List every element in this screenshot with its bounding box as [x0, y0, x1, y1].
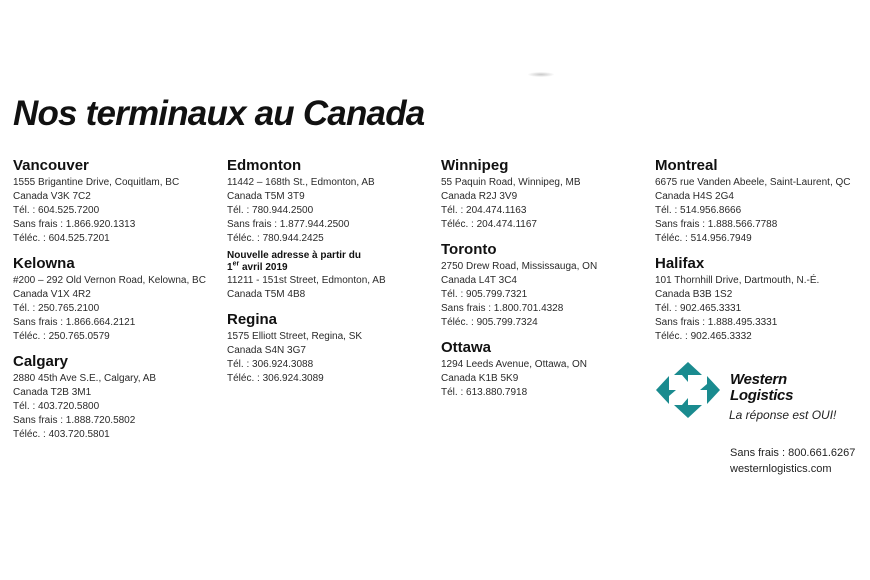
office-address: 1555 Brigantine Drive, Coquitlam, BC [13, 177, 180, 188]
office-postal: Canada T5M 3T9 [227, 191, 305, 202]
office-postal: Canada V1X 4R2 [13, 289, 91, 300]
brand-name [730, 372, 793, 404]
office-phone: Tél. : 250.765.2100 [13, 303, 100, 314]
brand-name-line1: Western [730, 371, 787, 388]
office-postal: Canada S4N 3G7 [227, 345, 306, 356]
office-city-name: Ottawa [441, 339, 492, 356]
office-city-name: Halifax [655, 255, 705, 272]
column-prairies [227, 156, 437, 394]
office-fax: Téléc. : 780.944.2425 [227, 233, 324, 244]
office-postal: Canada V3K 7C2 [13, 191, 91, 202]
office-winnipeg [441, 156, 651, 232]
office-vancouver [13, 156, 223, 246]
office-address: 1575 Elliott Street, Regina, SK [227, 331, 363, 342]
office-kelowna [13, 254, 223, 344]
office-postal: Canada R2J 3V9 [441, 191, 518, 202]
office-fax: Téléc. : 514.956.7949 [655, 233, 752, 244]
office-city-name: Montreal [655, 157, 718, 174]
office-ottawa [441, 338, 651, 400]
office-address: 6675 rue Vanden Abeele, Saint-Laurent, QC [655, 177, 851, 188]
office-fax: Téléc. : 306.924.3089 [227, 373, 324, 384]
office-calgary [13, 352, 223, 442]
office-postal: Canada B3B 1S2 [655, 289, 733, 300]
column-west [13, 156, 223, 450]
head-office-contact [730, 445, 855, 477]
office-edmonton [227, 156, 437, 302]
office-address: 2750 Drew Road, Mississauga, ON [441, 261, 598, 272]
tollfree-number: Sans frais : 800.661.6267 [730, 447, 856, 459]
office-city-name: Kelowna [13, 255, 75, 272]
office-halifax [655, 254, 865, 344]
office-montreal [655, 156, 865, 246]
office-tollfree: Sans frais : 1.866.664.2121 [13, 317, 136, 328]
office-city-name: Calgary [13, 353, 69, 370]
brand-tagline: La réponse est OUI! [729, 408, 837, 422]
office-regina [227, 310, 437, 386]
new-address-notice [227, 250, 437, 274]
new-address-notice-text: Nouvelle adresse à partir du [227, 250, 361, 261]
office-postal: Canada H4S 2G4 [655, 191, 734, 202]
office-city-name: Regina [227, 311, 278, 328]
new-address-notice-ordinal: er [232, 260, 240, 268]
new-address: 11211 - 151st Street, Edmonton, AB [227, 275, 386, 286]
print-smudge [528, 72, 554, 77]
office-postal: Canada L4T 3C4 [441, 275, 517, 286]
column-central [441, 156, 651, 408]
office-tollfree: Sans frais : 1.888.495.3331 [655, 317, 778, 328]
office-address: 2880 45th Ave S.E., Calgary, AB [13, 373, 157, 384]
page-title: Nos terminaux au Canada [13, 94, 425, 133]
office-fax: Téléc. : 905.799.7324 [441, 317, 538, 328]
office-phone: Tél. : 306.924.3088 [227, 359, 314, 370]
office-tollfree: Sans frais : 1.888.720.5802 [13, 415, 136, 426]
brand-name-line2: Logistics [730, 387, 794, 404]
office-tollfree: Sans frais : 1.877.944.2500 [227, 219, 350, 230]
new-address-postal: Canada T5M 4B8 [227, 289, 306, 300]
western-logistics-logo [656, 362, 866, 422]
office-city-name: Vancouver [13, 157, 89, 174]
office-address: 11442 – 168th St., Edmonton, AB [227, 177, 375, 188]
office-city-name: Winnipeg [441, 157, 509, 174]
column-east [655, 156, 865, 352]
office-address: 1294 Leeds Avenue, Ottawa, ON [441, 359, 588, 370]
office-toronto [441, 240, 651, 330]
office-phone: Tél. : 613.880.7918 [441, 387, 528, 398]
office-tollfree: Sans frais : 1.866.920.1313 [13, 219, 136, 230]
office-phone: Tél. : 204.474.1163 [441, 205, 527, 216]
office-address: 55 Paquin Road, Winnipeg, MB [441, 177, 581, 188]
office-phone: Tél. : 403.720.5800 [13, 401, 100, 412]
office-tollfree: Sans frais : 1.888.566.7788 [655, 219, 778, 230]
office-address: #200 – 292 Old Vernon Road, Kelowna, BC [13, 275, 206, 286]
office-tollfree: Sans frais : 1.800.701.4328 [441, 303, 564, 314]
new-address-notice-date: avril 2019 [239, 262, 288, 273]
office-fax: Téléc. : 204.474.1167 [441, 219, 537, 230]
website-link[interactable]: westernlogistics.com [730, 463, 832, 475]
office-postal: Canada K1B 5K9 [441, 373, 519, 384]
office-phone: Tél. : 514.956.8666 [655, 205, 742, 216]
diamond-arrows-logo-icon [656, 362, 720, 418]
office-phone: Tél. : 902.465.3331 [655, 303, 742, 314]
office-postal: Canada T2B 3M1 [13, 387, 92, 398]
office-fax: Téléc. : 604.525.7201 [13, 233, 110, 244]
office-fax: Téléc. : 902.465.3332 [655, 331, 752, 342]
office-address: 101 Thornhill Drive, Dartmouth, N.-É. [655, 275, 820, 286]
office-city-name: Toronto [441, 241, 497, 258]
new-address-notice-day: 1 [227, 262, 233, 273]
office-fax: Téléc. : 403.720.5801 [13, 429, 110, 440]
office-city-name: Edmonton [227, 157, 302, 174]
office-phone: Tél. : 780.944.2500 [227, 205, 314, 216]
office-phone: Tél. : 905.799.7321 [441, 289, 528, 300]
office-phone: Tél. : 604.525.7200 [13, 205, 100, 216]
office-fax: Téléc. : 250.765.0579 [13, 331, 110, 342]
